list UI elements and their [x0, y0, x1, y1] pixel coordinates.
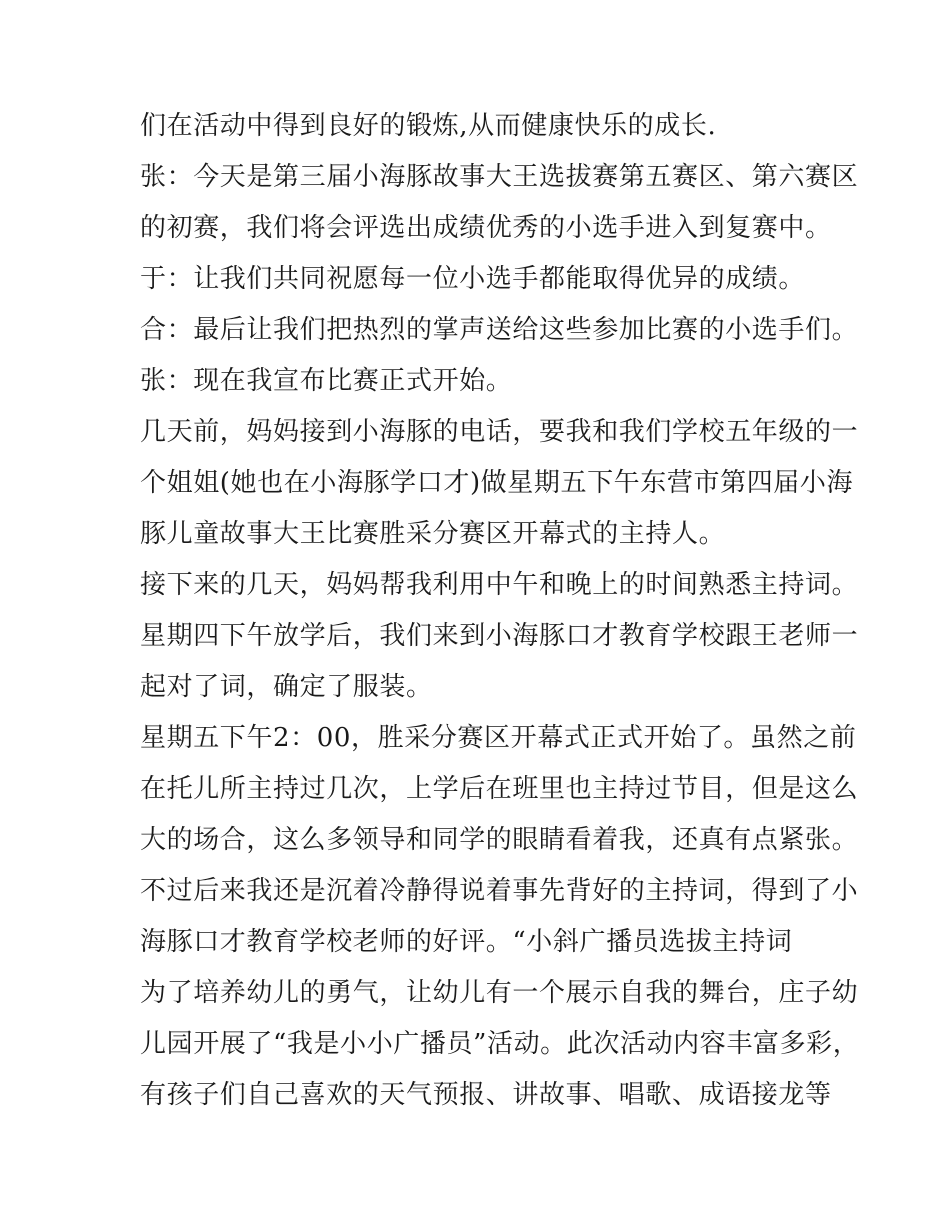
text-line: 张：现在我宣布比赛正式开始。: [140, 366, 513, 396]
text-line: 几天前，妈妈接到小海豚的电话，要我和我们学校五年级的一: [140, 417, 859, 447]
text-line: 在托儿所主持过几次，上学后在班里也主持过节目，但是这么: [140, 774, 859, 804]
text-line: 海豚口才教育学校老师的好评。“小斜广播员选拔主持词: [140, 927, 793, 957]
text-line: 不过后来我还是沉着冷静得说着事先背好的主持词，得到了小: [140, 876, 859, 906]
text-line: 有孩子们自己喜欢的天气预报、讲故事、唱歌、成语接龙等: [140, 1080, 832, 1110]
text-line: 星期四下午放学后，我们来到小海豚口才教育学校跟王老师一: [140, 621, 859, 651]
text-line: 接下来的几天，妈妈帮我利用中午和晚上的时间熟悉主持词。: [140, 570, 859, 600]
document-page: [140, 101, 860, 1121]
text-line: 起对了词，确定了服装。: [140, 672, 433, 702]
text-line: 合：最后让我们把热烈的掌声送给这些参加比赛的小选手们。: [140, 315, 859, 345]
text-line: 为了培养幼儿的勇气，让幼儿有一个展示自我的舞台，庄子幼: [140, 978, 859, 1008]
text-line: 们在活动中得到良好的锻炼,从而健康快乐的成长.: [140, 111, 717, 141]
text-line: 个姐姐(她也在小海豚学口才)做星期五下午东营市第四届小海: [140, 468, 854, 498]
text-line: 张：今天是第三届小海豚故事大王选拔赛第五赛区、第六赛区: [140, 162, 859, 192]
text-line: 于：让我们共同祝愿每一位小选手都能取得优异的成绩。: [140, 264, 806, 294]
text-line: 的初赛，我们将会评选出成绩优秀的小选手进入到复赛中。: [140, 213, 832, 243]
text-line: 儿园开展了“我是小小广播员”活动。此次活动内容丰富多彩，: [140, 1029, 860, 1059]
text-line: 星期五下午2：00，胜采分赛区开幕式正式开始了。虽然之前: [140, 723, 857, 753]
text-line: 豚儿童故事大王比赛胜采分赛区开幕式的主持人。: [140, 519, 726, 549]
text-line: 大的场合，这么多领导和同学的眼睛看着我，还真有点紧张。: [140, 825, 859, 855]
